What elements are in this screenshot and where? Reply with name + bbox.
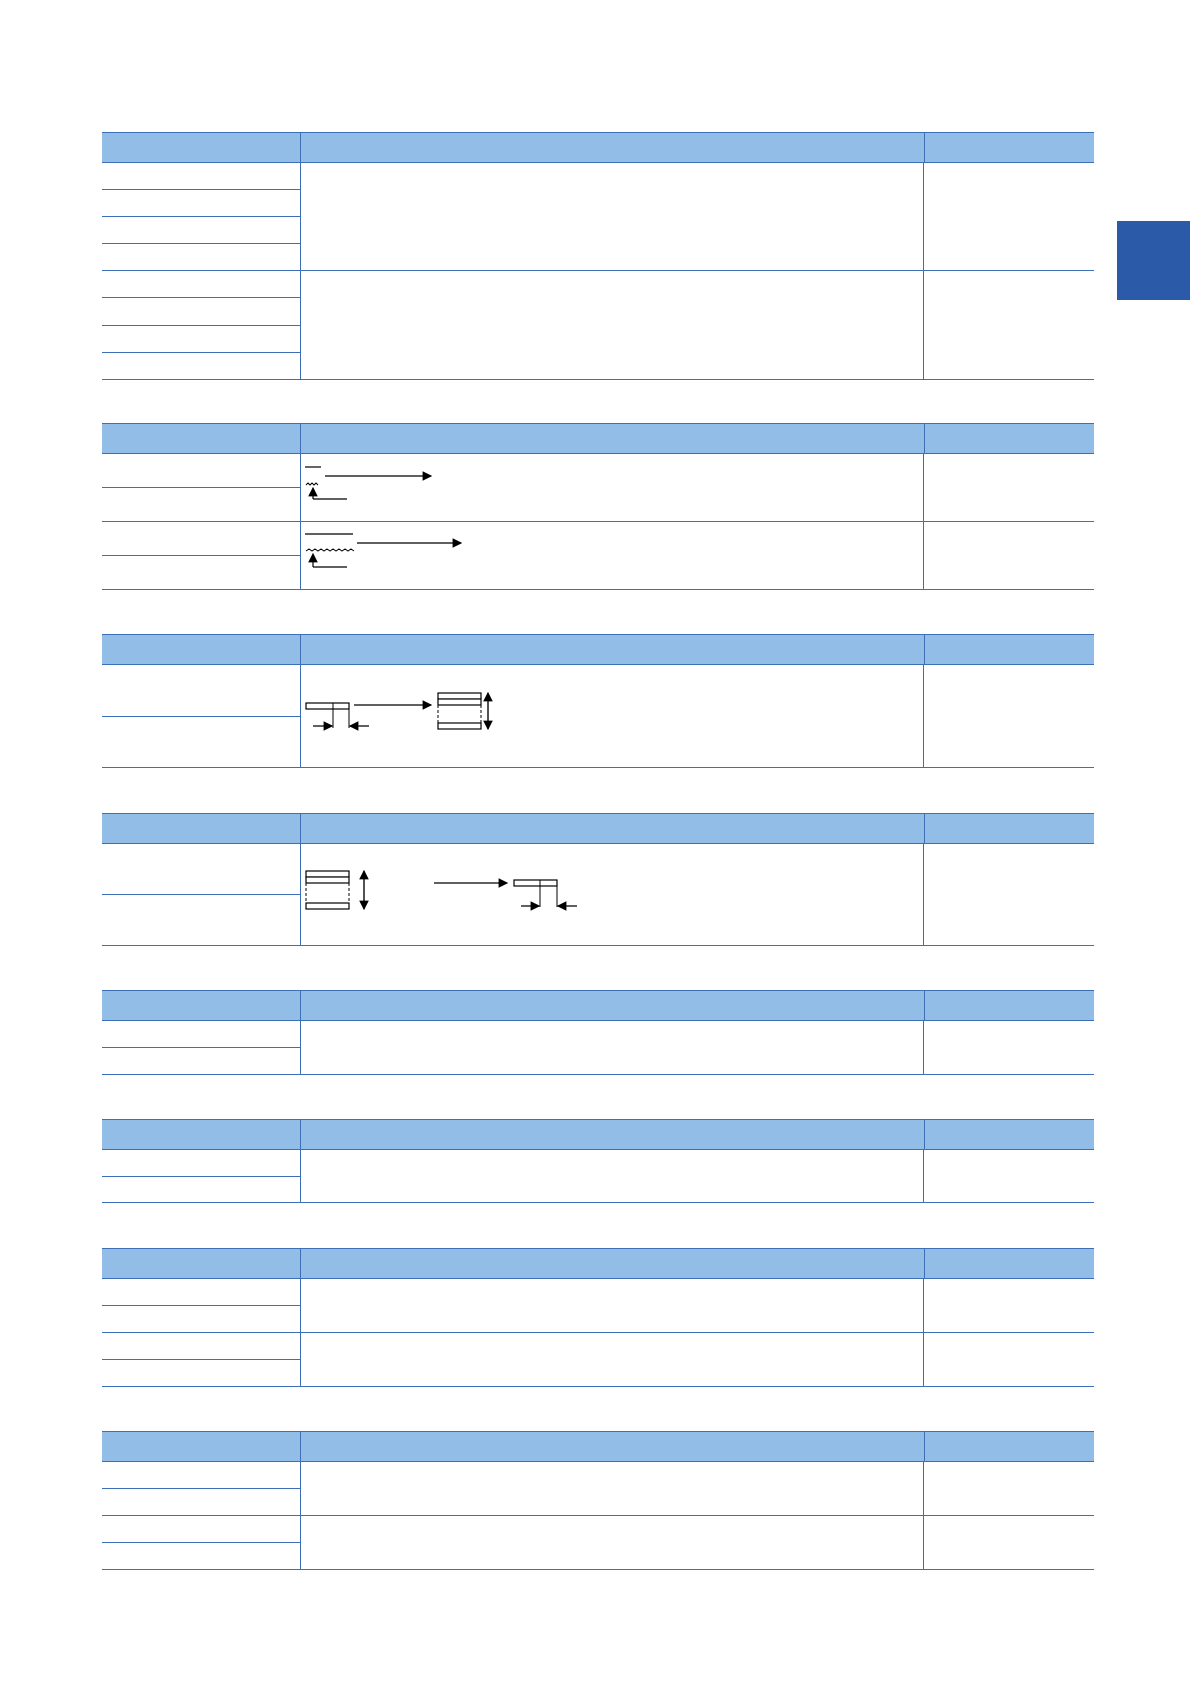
instruction-name: [102, 1150, 300, 1176]
instruction-table-3: [102, 634, 1094, 768]
table-header: [102, 1431, 1094, 1462]
instruction-name: [102, 522, 300, 555]
processing-description: [300, 1462, 924, 1515]
instruction-table-7: [102, 1248, 1094, 1387]
processing-description: [300, 522, 924, 589]
instruction-name: [102, 189, 300, 216]
header-processing: [300, 133, 924, 162]
instruction-table-4: [102, 813, 1094, 946]
instruction-name: [102, 665, 300, 716]
instruction-name: [102, 1279, 300, 1305]
header-instruction: [102, 133, 300, 162]
table-header: [102, 634, 1094, 665]
instruction-name: [102, 844, 300, 894]
instruction-group: [102, 163, 1094, 270]
processing-description: [300, 1516, 924, 1569]
instruction-group: [102, 1332, 1094, 1386]
processing-description: [300, 1150, 924, 1202]
chapter-tab[interactable]: [1117, 221, 1190, 300]
header-processing: [300, 1432, 924, 1461]
pulse-leading-edge-diagram: [301, 454, 924, 521]
instruction-name: [102, 243, 300, 270]
instruction-name: [102, 352, 300, 379]
instruction-table-5: [102, 990, 1094, 1075]
pulse-trailing-edge-diagram: [301, 522, 924, 589]
processing-description: [300, 1333, 924, 1386]
instruction-group: [102, 844, 1094, 945]
instruction-table-8: [102, 1431, 1094, 1570]
instruction-group: [102, 1021, 1094, 1074]
instruction-group: [102, 1279, 1094, 1332]
header-instruction: [102, 424, 300, 453]
processing-description: [300, 844, 924, 945]
instruction-name: [102, 1359, 300, 1386]
instruction-name: [102, 325, 300, 352]
instruction-name: [102, 454, 300, 487]
instruction-name: [102, 271, 300, 297]
instruction-name: [102, 1488, 300, 1515]
header-instruction: [102, 814, 300, 843]
bit-to-block-transfer-diagram: [301, 665, 924, 767]
header-processing: [300, 991, 924, 1020]
reference-link[interactable]: [924, 665, 1094, 767]
instruction-name: [102, 1047, 300, 1074]
reference-link[interactable]: [924, 1279, 1094, 1332]
instruction-table-1: [102, 132, 1094, 380]
processing-description: [300, 1279, 924, 1332]
header-reference: [924, 1249, 1094, 1278]
instruction-group: [102, 1515, 1094, 1569]
instruction-name: [102, 1333, 300, 1359]
header-instruction: [102, 991, 300, 1020]
instruction-name: [102, 1021, 300, 1047]
reference-link[interactable]: [924, 454, 1094, 521]
instruction-name: [102, 1305, 300, 1332]
instruction-name: [102, 1176, 300, 1203]
instruction-name: [102, 1542, 300, 1569]
reference-link[interactable]: [924, 271, 1094, 379]
instruction-group: [102, 521, 1094, 589]
instruction-group: [102, 454, 1094, 521]
instruction-group: [102, 1150, 1094, 1202]
instruction-name: [102, 163, 300, 189]
processing-description: [300, 454, 924, 521]
header-reference: [924, 814, 1094, 843]
instruction-table-2: [102, 423, 1094, 590]
reference-link[interactable]: [924, 1516, 1094, 1569]
reference-link[interactable]: [924, 522, 1094, 589]
header-instruction: [102, 1249, 300, 1278]
reference-link[interactable]: [924, 1021, 1094, 1074]
header-processing: [300, 1120, 924, 1149]
header-reference: [924, 991, 1094, 1020]
header-instruction: [102, 1432, 300, 1461]
instruction-group: [102, 270, 1094, 379]
reference-link[interactable]: [924, 163, 1094, 270]
reference-link[interactable]: [924, 844, 1094, 945]
processing-description: [300, 271, 924, 379]
instruction-group: [102, 1462, 1094, 1515]
block-to-bit-transfer-diagram: [301, 844, 924, 945]
instruction-name: [102, 555, 300, 589]
instruction-name: [102, 716, 300, 768]
header-processing: [300, 814, 924, 843]
instruction-name: [102, 487, 300, 521]
header-reference: [924, 424, 1094, 453]
header-processing: [300, 424, 924, 453]
header-processing: [300, 635, 924, 664]
header-reference: [924, 133, 1094, 162]
instruction-table-6: [102, 1119, 1094, 1203]
header-reference: [924, 1120, 1094, 1149]
reference-link[interactable]: [924, 1333, 1094, 1386]
table-header: [102, 813, 1094, 844]
instruction-group: [102, 665, 1094, 767]
table-header: [102, 990, 1094, 1021]
processing-description: [300, 1021, 924, 1074]
header-processing: [300, 1249, 924, 1278]
table-header: [102, 423, 1094, 454]
instruction-name: [102, 894, 300, 945]
header-instruction: [102, 635, 300, 664]
processing-description: [300, 665, 924, 767]
reference-link[interactable]: [924, 1462, 1094, 1515]
header-reference: [924, 635, 1094, 664]
table-header: [102, 1248, 1094, 1279]
instruction-name: [102, 1462, 300, 1488]
instruction-name: [102, 297, 300, 324]
instruction-name: [102, 216, 300, 243]
table-header: [102, 1119, 1094, 1150]
table-header: [102, 132, 1094, 163]
header-reference: [924, 1432, 1094, 1461]
processing-description: [300, 163, 924, 270]
reference-link[interactable]: [924, 1150, 1094, 1202]
instruction-name: [102, 1516, 300, 1542]
header-instruction: [102, 1120, 300, 1149]
